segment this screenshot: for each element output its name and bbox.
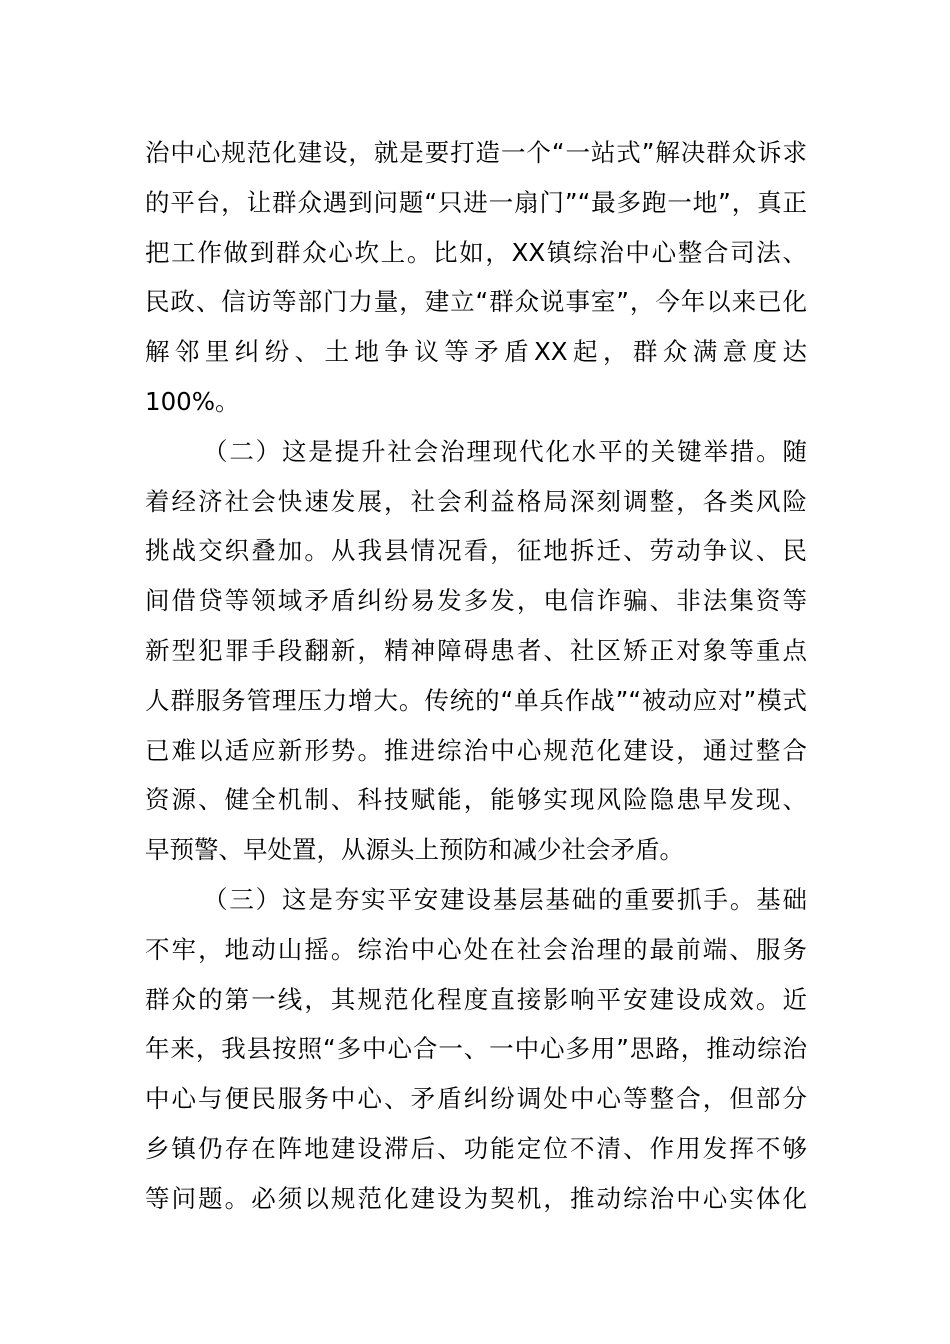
text-line: 已难以适应新形势。推进综治中心规范化建设，通过整合 (145, 735, 807, 765)
text-line: 资源、健全机制、科技赋能，能够实现风险隐患早发现、 (145, 785, 807, 815)
text-line: 早预警、早处置，从源头上预防和减少社会矛盾。 (145, 835, 684, 865)
text-line: 的平台，让群众遇到问题“只进一扇门”“最多跑一地”，真正 (145, 187, 807, 217)
text-line: 中心与便民服务中心、矛盾纠纷调处中心等整合，但部分 (145, 1084, 807, 1114)
text-line: 挑战交织叠加。从我县情况看，征地拆迁、劳动争议、民 (145, 536, 807, 566)
paragraph-start-line: （三）这是夯实平安建设基层基础的重要抓手。基础 (203, 884, 807, 914)
text-line: 解邻里纠纷、土地争议等矛盾XX起，群众满意度达 (145, 337, 807, 367)
text-line: 新型犯罪手段翻新，精神障碍患者、社区矫正对象等重点 (145, 635, 807, 665)
text-line: 年来，我县按照“多中心合一、一中心多用”思路，推动综治 (145, 1034, 807, 1064)
text-line: 间借贷等领域矛盾纠纷易发多发，电信诈骗、非法集资等 (145, 586, 807, 616)
text-line: 乡镇仍存在阵地建设滞后、功能定位不清、作用发挥不够 (145, 1133, 807, 1163)
paragraph-start-line: （二）这是提升社会治理现代化水平的关键举措。随 (203, 436, 807, 466)
text-line: 把工作做到群众心坎上。比如，XX镇综治中心整合司法、 (145, 237, 807, 267)
text-line: 治中心规范化建设，就是要打造一个“一站式”解决群众诉求 (145, 138, 807, 167)
text-line: 不牢，地动山摇。综治中心处在社会治理的最前端、服务 (145, 934, 807, 964)
text-line: 群众的第一线，其规范化程度直接影响平安建设成效。近 (145, 984, 807, 1014)
text-line: 民政、信访等部门力量，建立“群众说事室”，今年以来已化 (145, 287, 807, 317)
body-text (145, 128, 807, 1224)
text-line: 着经济社会快速发展，社会利益格局深刻调整，各类风险 (145, 486, 807, 516)
text-line: 100%。 (145, 386, 240, 416)
text-line: 人群服务管理压力增大。传统的“单兵作战”“被动应对”模式 (145, 685, 807, 715)
text-line: 等问题。必须以规范化建设为契机，推动综治中心实体化 (145, 1183, 807, 1213)
